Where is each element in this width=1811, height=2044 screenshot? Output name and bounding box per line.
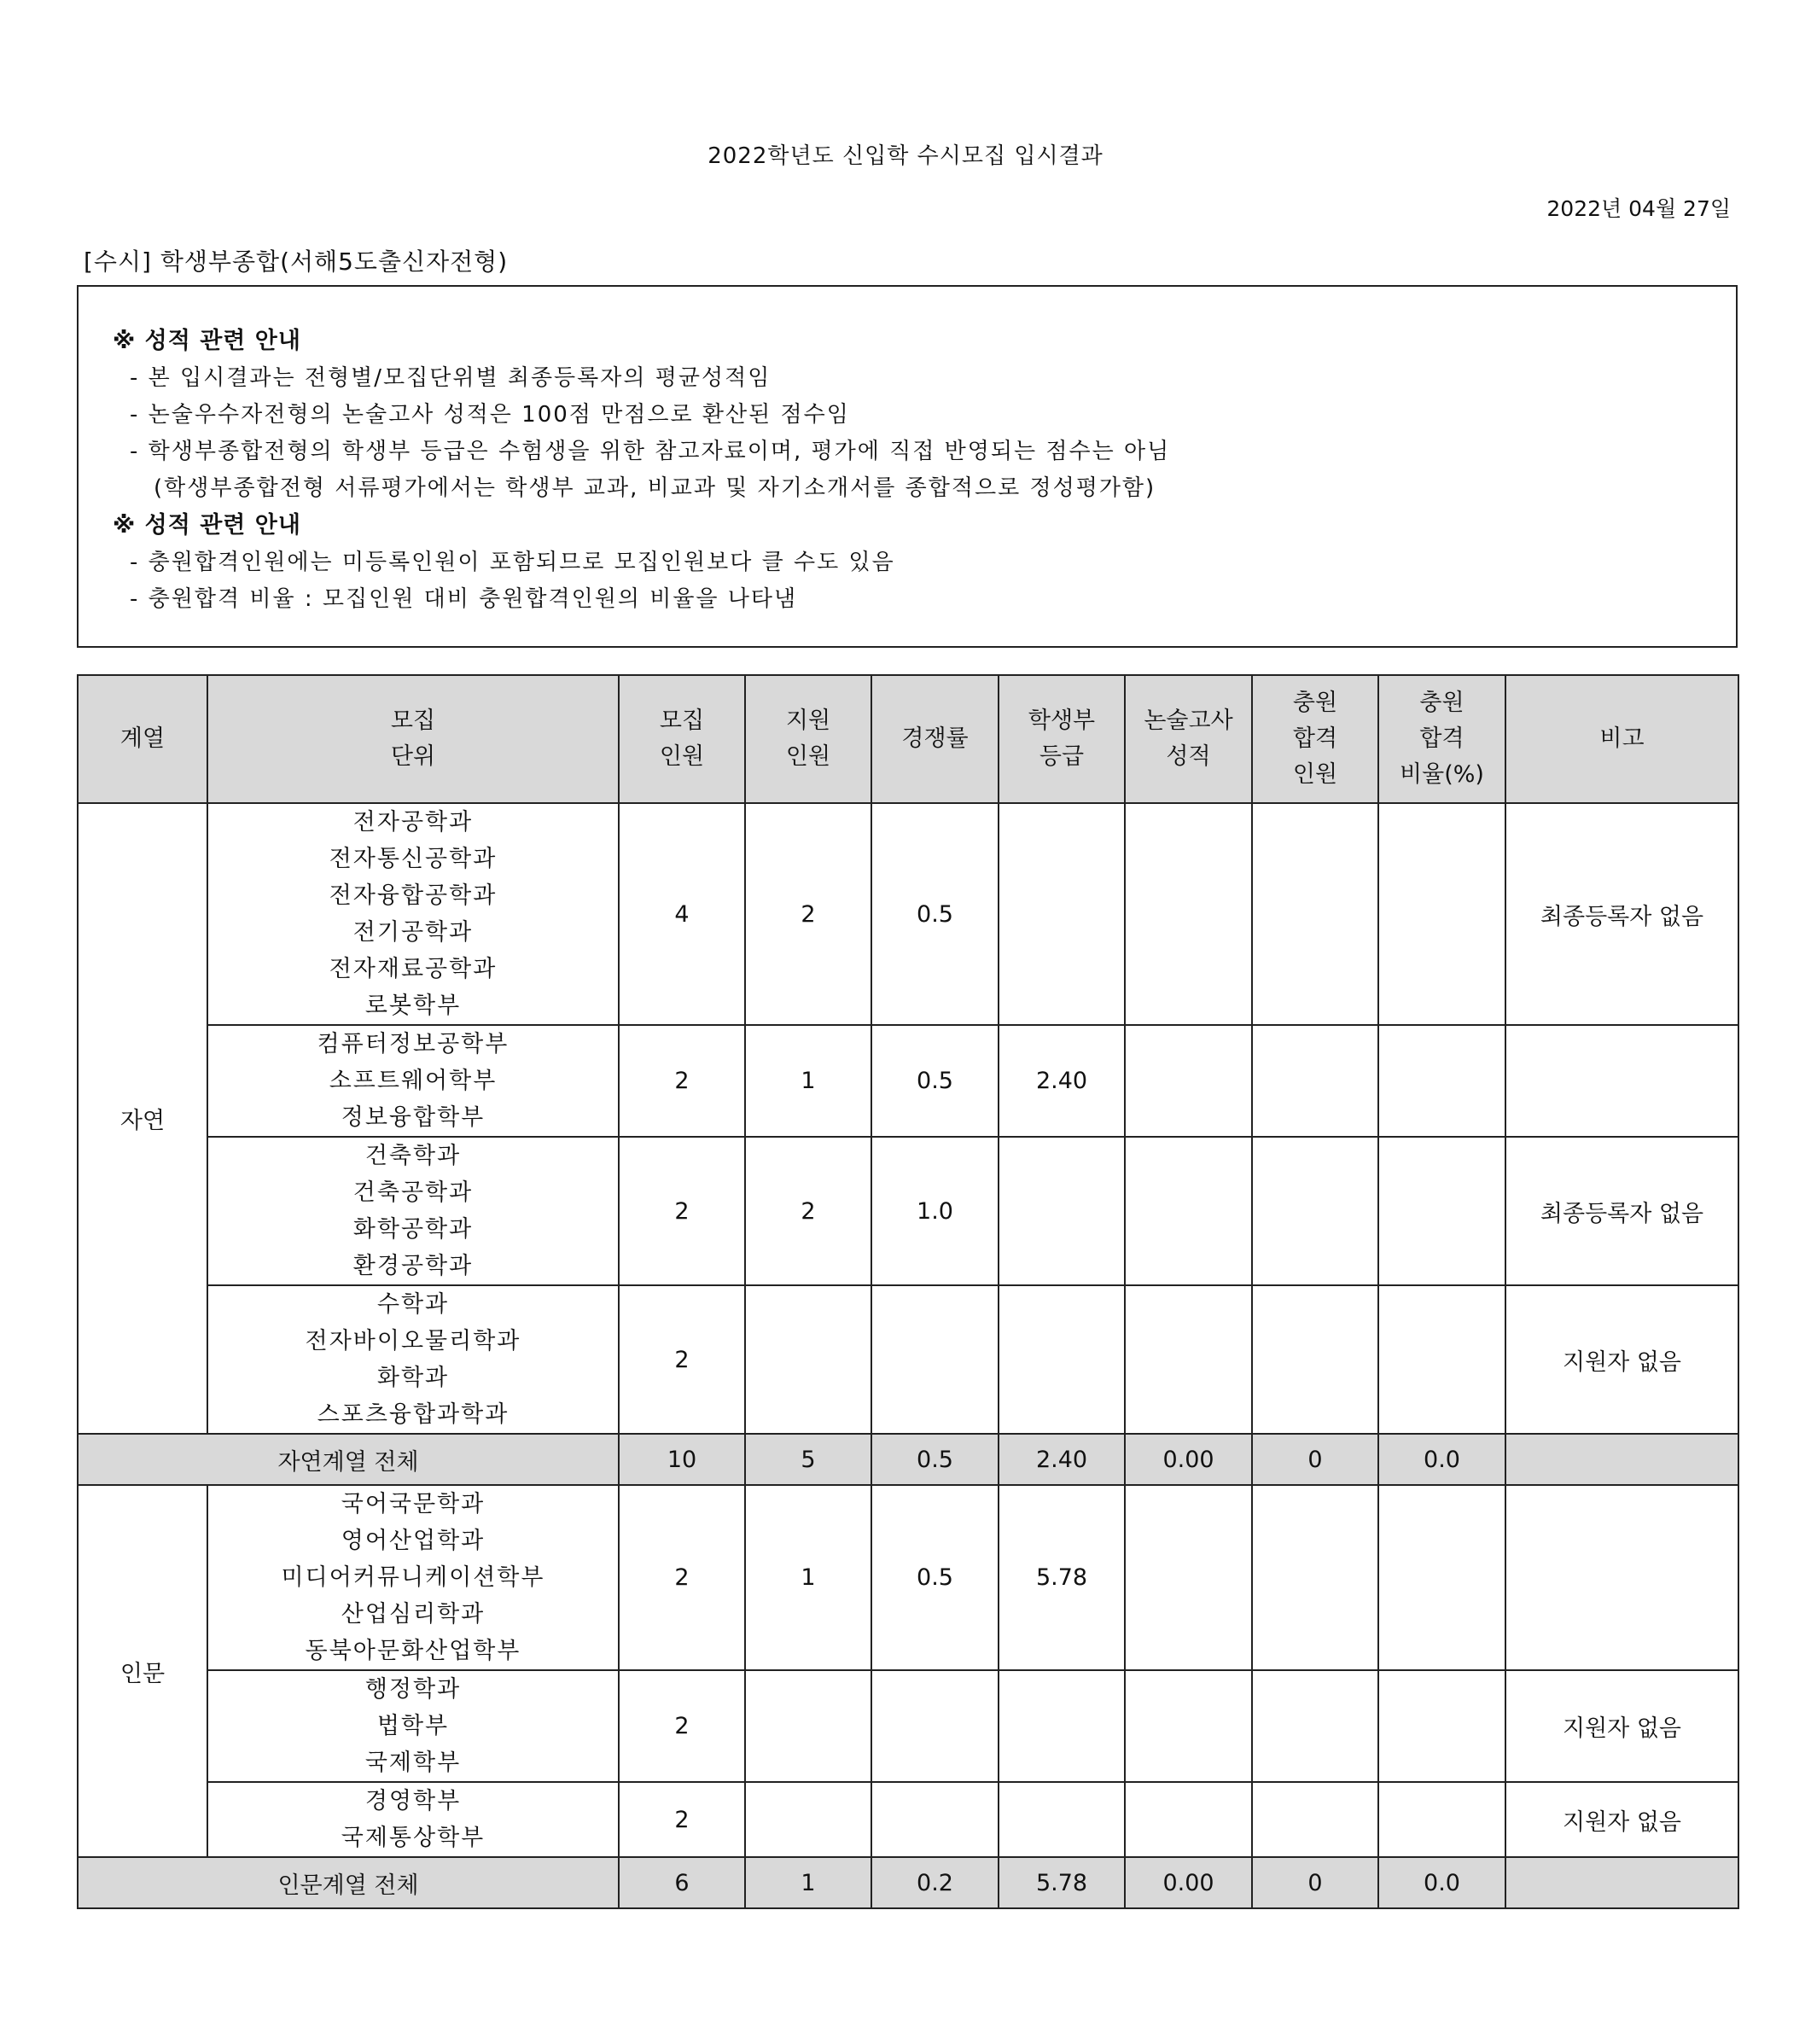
- total-extra-rate-cell: 0.0: [1378, 1434, 1505, 1485]
- total-grade-cell: 5.78: [999, 1857, 1125, 1908]
- table-row: [78, 1137, 1738, 1285]
- unit-name: 국어국문학과: [341, 1491, 486, 1517]
- quota-cell: 2: [619, 1285, 745, 1434]
- unit-name: 환경공학과: [352, 1253, 474, 1279]
- table-row: [78, 1670, 1738, 1782]
- total-essay-cell: 0.00: [1125, 1434, 1252, 1485]
- extra-rate-cell: [1378, 1137, 1505, 1285]
- note-cell: 지원자 없음: [1505, 1285, 1738, 1434]
- document-title: 2022학년도 신입학 수시모집 입시결과: [708, 143, 1103, 169]
- essay-cell: [1125, 1285, 1252, 1434]
- quota-cell: 2: [619, 1782, 745, 1857]
- unit-name: 화학공학과: [352, 1216, 474, 1243]
- unit-cell: [207, 803, 619, 1025]
- header-field: 계열: [78, 675, 207, 803]
- unit-name: 정보융합학부: [341, 1104, 486, 1131]
- unit-name: 동북아문화산업학부: [305, 1638, 521, 1664]
- unit-name: 컴퓨터정보공학부: [317, 1031, 510, 1057]
- total-label: 인문계열 전체: [78, 1857, 619, 1908]
- total-quota-cell: 10: [619, 1434, 745, 1485]
- extra-count-cell: [1252, 1782, 1378, 1857]
- unit-name: 국제학부: [364, 1750, 462, 1776]
- notice-line: - 논술우수자전형의 논술고사 성적은 100점 만점으로 환산된 점수임: [130, 402, 850, 428]
- table-row: [78, 1782, 1738, 1857]
- header-extra-rate: 충원 합격 비율(%): [1378, 675, 1505, 803]
- extra-rate-cell: [1378, 803, 1505, 1025]
- extra-rate-cell: [1378, 1025, 1505, 1137]
- total-row: [78, 1434, 1738, 1485]
- extra-count-cell: [1252, 1285, 1378, 1434]
- grade-cell: [999, 1670, 1125, 1782]
- unit-name: 소프트웨어학부: [329, 1068, 498, 1094]
- note-cell: 지원자 없음: [1505, 1782, 1738, 1857]
- grade-cell: 2.40: [999, 1025, 1125, 1137]
- header-extra-count: 충원 합격 인원: [1252, 675, 1378, 803]
- ratio-cell: [871, 1285, 999, 1434]
- unit-cell: [207, 1025, 619, 1137]
- unit-cell: [207, 1670, 619, 1782]
- total-extra-count-cell: 0: [1252, 1857, 1378, 1908]
- unit-name: 국제통상학부: [341, 1825, 486, 1851]
- total-essay-cell: 0.00: [1125, 1857, 1252, 1908]
- notice-line: - 충원합격 비율 : 모집인원 대비 충원합격인원의 비율을 나타냄: [130, 586, 798, 612]
- total-ratio-cell: 0.5: [871, 1434, 999, 1485]
- unit-name: 미디어커뮤니케이션학부: [281, 1564, 545, 1591]
- notice-heading: ※ 성적 관련 안내: [113, 512, 301, 539]
- unit-name: 건축공학과: [352, 1179, 474, 1206]
- quota-cell: 2: [619, 1485, 745, 1670]
- header-grade: 학생부 등급: [999, 675, 1125, 803]
- grade-cell: [999, 1137, 1125, 1285]
- ratio-cell: 0.5: [871, 803, 999, 1025]
- notice-line: - 충원합격인원에는 미등록인원이 포함되므로 모집인원보다 클 수도 있음: [130, 550, 895, 575]
- unit-name: 화학과: [376, 1365, 450, 1391]
- unit-name: 로봇학부: [364, 993, 462, 1019]
- unit-cell: [207, 1285, 619, 1434]
- note-cell: 지원자 없음: [1505, 1670, 1738, 1782]
- applicants-cell: [745, 1782, 871, 1857]
- grade-cell: [999, 803, 1125, 1025]
- field-cell: 자연: [78, 803, 207, 1434]
- grade-cell: [999, 1782, 1125, 1857]
- note-cell: 최종등록자 없음: [1505, 1137, 1738, 1285]
- unit-name: 수학과: [376, 1291, 450, 1318]
- field-cell: 인문: [78, 1485, 207, 1857]
- total-ratio-cell: 0.2: [871, 1857, 999, 1908]
- total-quota-cell: 6: [619, 1857, 745, 1908]
- unit-cell: [207, 1485, 619, 1670]
- header-row: [78, 675, 1738, 803]
- essay-cell: [1125, 1137, 1252, 1285]
- total-row: [78, 1857, 1738, 1908]
- unit-name: 전자융합공학과: [329, 882, 498, 909]
- quota-cell: 2: [619, 1025, 745, 1137]
- ratio-cell: 0.5: [871, 1025, 999, 1137]
- extra-count-cell: [1252, 1025, 1378, 1137]
- notice-box: [77, 285, 1738, 648]
- extra-rate-cell: [1378, 1782, 1505, 1857]
- unit-cell: [207, 1782, 619, 1857]
- notice-line: - 본 입시결과는 전형별/모집단위별 최종등록자의 평균성적임: [130, 365, 772, 391]
- applicants-cell: 1: [745, 1485, 871, 1670]
- header-unit: 모집 단위: [207, 675, 619, 803]
- applicants-cell: 2: [745, 803, 871, 1025]
- unit-cell: [207, 1137, 619, 1285]
- unit-name: 스포츠융합과학과: [317, 1401, 510, 1428]
- table-row: [78, 1025, 1738, 1137]
- note-cell: [1505, 1485, 1738, 1670]
- unit-name: 영어산업학과: [341, 1528, 486, 1554]
- unit-name: 법학부: [376, 1713, 450, 1739]
- unit-name: 전자공학과: [352, 809, 474, 836]
- table-row: [78, 1285, 1738, 1434]
- unit-name: 전자통신공학과: [329, 846, 498, 872]
- total-note-cell: [1505, 1857, 1738, 1908]
- section-title: [수시] 학생부종합(서해5도출신자전형): [84, 247, 509, 276]
- unit-name: 전기공학과: [352, 919, 474, 946]
- notice-line: (학생부종합전형 서류평가에서는 학생부 교과, 비교과 및 자기소개서를 종합적으로 정성평가함): [154, 475, 1156, 501]
- document-date: 2022년 04월 27일: [1546, 196, 1731, 221]
- extra-count-cell: [1252, 1485, 1378, 1670]
- header-ratio: 경쟁률: [871, 675, 999, 803]
- unit-name: 건축학과: [364, 1143, 462, 1169]
- ratio-cell: 1.0: [871, 1137, 999, 1285]
- essay-cell: [1125, 803, 1252, 1025]
- extra-rate-cell: [1378, 1485, 1505, 1670]
- notice-line: - 학생부종합전형의 학생부 등급은 수험생을 위한 참고자료이며, 평가에 직접 반영되는 점수는 아님: [130, 439, 1171, 464]
- total-applicants-cell: 5: [745, 1434, 871, 1485]
- quota-cell: 2: [619, 1670, 745, 1782]
- applicants-cell: [745, 1670, 871, 1782]
- unit-name: 전자바이오물리학과: [305, 1328, 521, 1354]
- quota-cell: 2: [619, 1137, 745, 1285]
- results-table: [77, 674, 1739, 1909]
- total-extra-count-cell: 0: [1252, 1434, 1378, 1485]
- unit-name: 전자재료공학과: [329, 956, 498, 982]
- essay-cell: [1125, 1670, 1252, 1782]
- unit-name: 행정학과: [364, 1676, 462, 1703]
- header-applicants: 지원 인원: [745, 675, 871, 803]
- ratio-cell: 0.5: [871, 1485, 999, 1670]
- extra-count-cell: [1252, 1137, 1378, 1285]
- total-grade-cell: 2.40: [999, 1434, 1125, 1485]
- notice-heading: ※ 성적 관련 안내: [113, 328, 301, 354]
- grade-cell: [999, 1285, 1125, 1434]
- applicants-cell: 1: [745, 1025, 871, 1137]
- essay-cell: [1125, 1485, 1252, 1670]
- total-applicants-cell: 1: [745, 1857, 871, 1908]
- total-extra-rate-cell: 0.0: [1378, 1857, 1505, 1908]
- extra-count-cell: [1252, 803, 1378, 1025]
- header-note: 비고: [1505, 675, 1738, 803]
- note-cell: 최종등록자 없음: [1505, 803, 1738, 1025]
- ratio-cell: [871, 1670, 999, 1782]
- unit-name: 산업심리학과: [341, 1601, 486, 1628]
- applicants-cell: 2: [745, 1137, 871, 1285]
- essay-cell: [1125, 1782, 1252, 1857]
- table-row: [78, 1485, 1738, 1670]
- essay-cell: [1125, 1025, 1252, 1137]
- quota-cell: 4: [619, 803, 745, 1025]
- grade-cell: 5.78: [999, 1485, 1125, 1670]
- ratio-cell: [871, 1782, 999, 1857]
- unit-name: 경영학부: [364, 1788, 462, 1814]
- extra-rate-cell: [1378, 1285, 1505, 1434]
- applicants-cell: [745, 1285, 871, 1434]
- header-essay: 논술고사 성적: [1125, 675, 1252, 803]
- extra-rate-cell: [1378, 1670, 1505, 1782]
- table-row: [78, 803, 1738, 1025]
- total-note-cell: [1505, 1434, 1738, 1485]
- extra-count-cell: [1252, 1670, 1378, 1782]
- total-label: 자연계열 전체: [78, 1434, 619, 1485]
- note-cell: [1505, 1025, 1738, 1137]
- header-quota: 모집 인원: [619, 675, 745, 803]
